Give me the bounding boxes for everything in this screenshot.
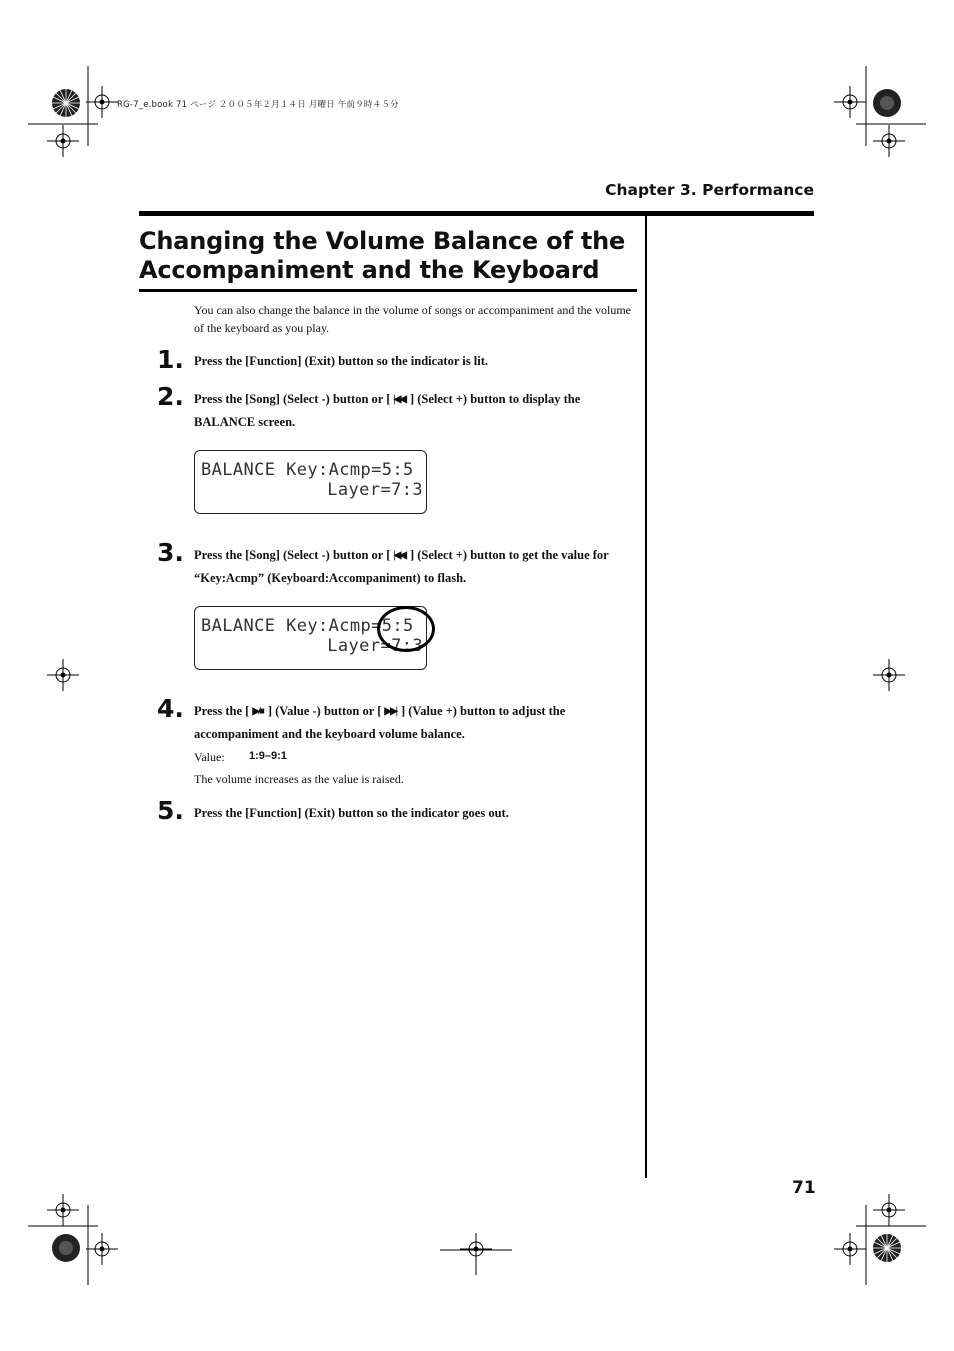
next-track-icon: |◀◀ — [393, 550, 405, 561]
crosshair-mark — [47, 659, 79, 691]
step-text-part: ] (Value -) button or [ — [267, 704, 382, 718]
page-number: 71 — [792, 1178, 816, 1198]
lcd-line-2: Layer=7:3 — [327, 636, 423, 656]
page-title-line1: Changing the Volume Balance of the — [139, 227, 626, 255]
column-divider — [645, 216, 647, 1178]
step-text — [194, 388, 632, 434]
step-text-part: ] (Select +) button to display the BALANCE screen. — [194, 392, 581, 429]
step-text-part: Press the [ — [194, 704, 250, 718]
step-text-part: ] (Value +) button to adjust the accompaniment and the keyboard volume balance. — [194, 704, 566, 741]
step-number: 2. — [157, 382, 184, 411]
crosshair-mark — [834, 86, 866, 118]
lcd-line-1: BALANCE Key:Acmp=5:5 — [201, 460, 414, 480]
value-note: The volume increases as the value is raised. — [194, 772, 404, 786]
crosshair-mark — [47, 125, 79, 157]
step-text: Press the [Function] (Exit) button so the indicator is lit. — [194, 354, 488, 368]
title-rule — [139, 289, 637, 292]
page-title — [139, 227, 639, 285]
fast-forward-icon: ▶▶| — [384, 706, 396, 717]
crosshair-mark — [873, 659, 905, 691]
value-label: Value: — [194, 750, 225, 764]
play-stop-icon: ▶/■ — [252, 706, 263, 717]
crosshair-mark — [873, 125, 905, 157]
step-number: 5. — [157, 796, 184, 825]
step-number: 1. — [157, 345, 184, 374]
crosshair-mark — [834, 1233, 866, 1265]
registration-mark — [48, 1230, 84, 1266]
step-text — [194, 700, 632, 746]
top-rule — [139, 211, 814, 216]
crosshair-mark — [873, 1194, 905, 1226]
intro-paragraph: You can also change the balance in the volume of songs or accompaniment and the volume of the keyboard as you play. — [194, 303, 631, 335]
step-text — [194, 544, 632, 590]
step-text-part: Press the [Song] (Select -) button or [ — [194, 392, 391, 406]
registration-mark — [48, 85, 84, 121]
step-text-part: ] (Select +) button to get the value for “Key:Acmp” (Keyboard:Accompaniment) to flash. — [194, 548, 609, 585]
lcd-screen — [194, 450, 427, 514]
chapter-heading: Chapter 3. Performance — [605, 181, 814, 199]
next-track-icon: |◀◀ — [393, 394, 405, 405]
registration-mark — [869, 85, 905, 121]
step-text-part: Press the [Song] (Select -) button or [ — [194, 548, 391, 562]
highlight-circle — [377, 606, 435, 652]
crosshair-mark — [47, 1194, 79, 1226]
step-number: 3. — [157, 538, 184, 567]
page-title-line2: Accompaniment and the Keyboard — [139, 256, 600, 284]
book-info: RG-7_e.book 71 ページ ２００５年２月１４日 月曜日 午前９時４５分 — [117, 100, 399, 110]
crosshair-mark — [86, 1233, 118, 1265]
value-range: 1:9–9:1 — [249, 750, 287, 762]
step-text: Press the [Function] (Exit) button so the indicator goes out. — [194, 806, 509, 820]
lcd-line-1: BALANCE Key:Acmp=5:5 — [201, 616, 414, 636]
crop-mark — [474, 1240, 478, 1275]
step-number: 4. — [157, 694, 184, 723]
registration-mark — [869, 1230, 905, 1266]
crosshair-mark — [86, 86, 118, 118]
lcd-line-2: Layer=7:3 — [327, 480, 423, 500]
